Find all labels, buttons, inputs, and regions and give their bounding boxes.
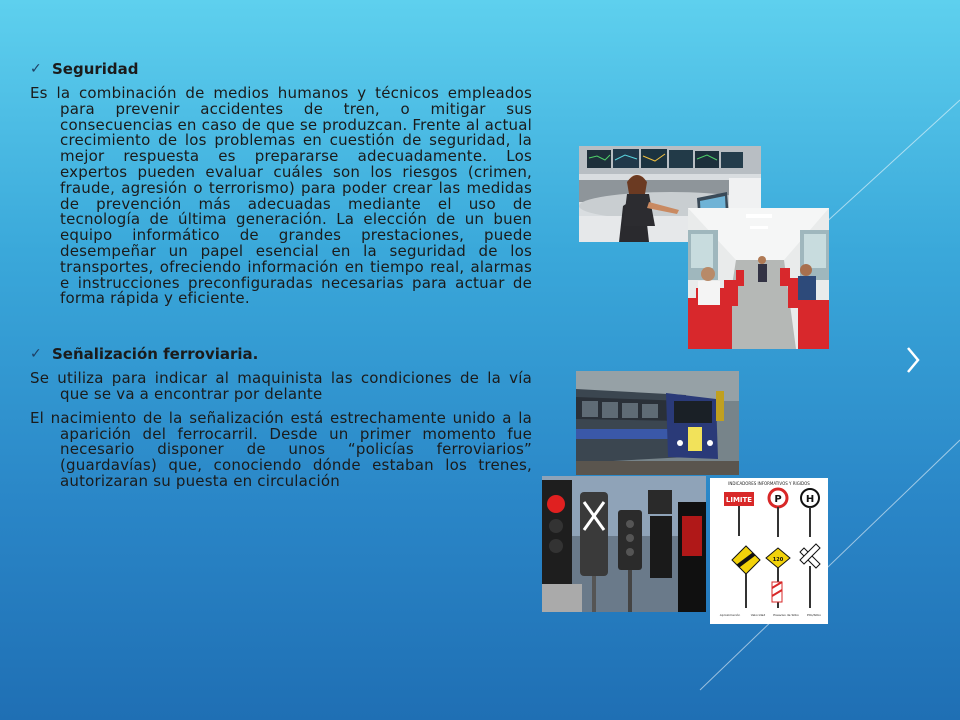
signs-chart-title: INDICADORES INFORMATIVOS Y RIGIDOS [728,481,810,486]
sign-speed: 120 [772,557,784,563]
signs-caption-3: Preaviso de Silbo [773,613,799,617]
arrow-icon [906,346,920,374]
bullet-senalizacion [30,345,532,363]
checkmark-icon: ✓ [30,346,42,363]
text-content [30,60,532,490]
sign-p: P [774,494,782,505]
heading-seguridad: Seguridad [52,60,139,78]
photo-train [576,371,739,475]
bullet-seguridad [30,60,532,78]
photo-signs-chart [710,478,828,624]
checkmark-icon: ✓ [30,61,42,77]
paragraph-seguridad: Es la combinación de medios humanos y técnicos empleados para prevenir accidentes de tren, o mitigar sus consecuencias en caso de que se produzcan. Frente al actual crecimiento de los problemas en cuestión de seguridad, la mejor respuesta es prepararse adecuadamente. Los expertos pueden evaluar cuáles son los riesgos (crimen, fraude, agresión o terrorismo) para poder crear las medidas de prevención más adecuadas mediante el uso de tecnología de última generación. La elección de un buen equipo informático de grandes prestaciones, puede desempeñar un papel esencial en la seguridad de los transportes, ofreciendo información en tiempo real, alarmas e instrucciones preconfiguradas necesarias para actuar de forma rápida y eficiente. [30,84,532,308]
sign-h: H [805,494,815,505]
paragraph-senalizacion-1: Se utiliza para indicar al maquinista las condiciones de la vía que se va a encontrar por delante [30,369,532,403]
paragraph-senalizacion-2: El nacimiento de la señalización está estrechamente unido a la aparición del ferrocarril. Desde un primer momento fue necesario disponer de unos “policías ferroviarios” (guardavías) que, conociendo dónde estaban los trenes, autorizaran su puesta en circulación [30,408,532,490]
signs-caption-2: Velocidad [750,613,766,617]
signs-caption-4: Pito/Silbo [807,613,821,617]
heading-senalizacion: Señalización ferroviaria. [52,345,259,364]
photo-signals [542,476,706,612]
photo-train-interior [688,208,829,349]
signs-caption-1: Aproximación [719,613,741,617]
sign-limite: LIMITE [725,496,753,504]
